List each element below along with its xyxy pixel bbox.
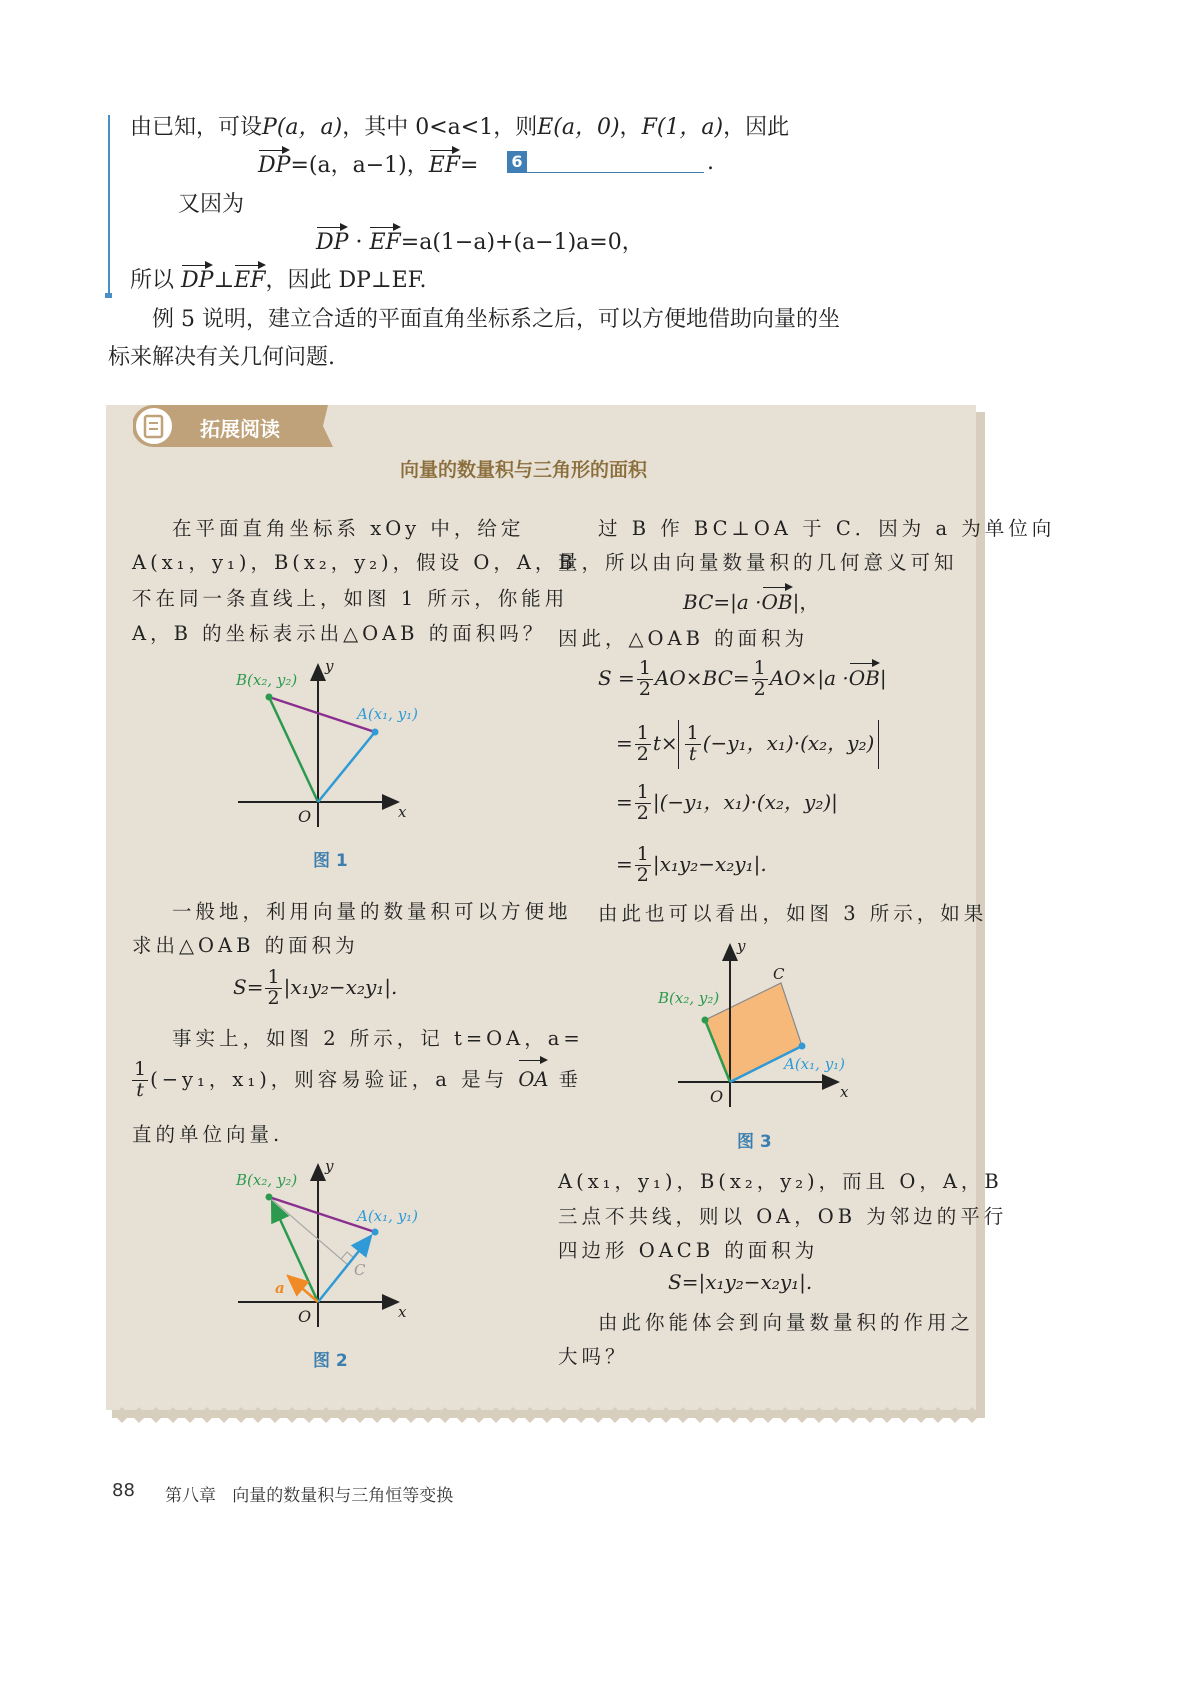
point-a xyxy=(372,729,379,736)
decorative-diamond xyxy=(505,1407,521,1423)
svg-text:x: x xyxy=(840,1083,849,1101)
decorative-diamond xyxy=(573,1407,589,1423)
decorative-diamond xyxy=(182,1407,198,1423)
svg-text:y: y xyxy=(737,937,746,955)
right-q1-2: 量，所以由向量数量积的几何意义可知 xyxy=(558,551,958,574)
decorative-diamond xyxy=(845,1407,861,1423)
decorative-diamond xyxy=(267,1407,283,1423)
left-p1-2: A(x₁，y₁)，B(x₂，y₂)，假设 O，A，B xyxy=(132,551,577,574)
right-q5-1: 由此你能体会到向量数量积的作用之 xyxy=(598,1311,975,1334)
svg-text:B(x₂, y₂): B(x₂, y₂) xyxy=(236,1171,298,1189)
svg-text:C: C xyxy=(773,965,785,983)
right-s-line-3: = $\frac{1}{2}$ |(−y₁，x₁)·(x₂，y₂)| xyxy=(616,781,838,824)
decorative-diamond xyxy=(760,1407,776,1423)
decorative-diamond xyxy=(250,1407,266,1423)
left-formula-s: S= $\frac{1}{2}$ |x₁y₂−x₂y₁|. xyxy=(233,966,398,1009)
segment-oa xyxy=(318,732,375,802)
decorative-diamond xyxy=(386,1407,402,1423)
left-p1-1: 在平面直角坐标系 xOy 中，给定 xyxy=(172,517,525,540)
svg-text:A(x₁, y₁): A(x₁, y₁) xyxy=(357,1207,419,1225)
figure-2 xyxy=(230,1155,430,1335)
margin-bar xyxy=(108,115,110,295)
left-p2-2: 求出△OAB 的面积为 xyxy=(132,934,359,957)
vector-ef: EF xyxy=(428,153,461,178)
right-q4-3: 四边形 OACB 的面积为 xyxy=(558,1239,819,1262)
left-p3-2: $\frac{1}{t}$ (−y₁，x₁)，则容易验证，a 是与 OA 垂 xyxy=(134,1058,583,1101)
left-p2-1: 一般地，利用向量的数量积可以方便地 xyxy=(172,900,572,923)
decorative-diamond xyxy=(777,1407,793,1423)
left-p1-3: 不在同一条直线上，如图 1 所示，你能用 xyxy=(132,587,569,610)
top-line-4: DP · EF=a(1−a)+(a−1)a=0， xyxy=(316,230,644,255)
chapter-title: 第八章 向量的数量积与三角恒等变换 xyxy=(165,1486,454,1506)
figure-2-caption: 图 2 xyxy=(313,1351,348,1371)
decorative-diamond xyxy=(131,1407,147,1423)
svg-text:O: O xyxy=(710,1087,724,1106)
right-q4-formula: S=|x₁y₂−x₂y₁|. xyxy=(668,1270,813,1294)
right-q4-2: 三点不共线，则以 OA，OB 为邻边的平行 xyxy=(558,1205,1008,1228)
label-b: B(x₂, y₂) xyxy=(236,671,298,689)
decorative-diamond xyxy=(216,1407,232,1423)
panel-title: 向量的数量积与三角形的面积 xyxy=(400,459,648,481)
decorative-diamond xyxy=(488,1407,504,1423)
top-line-1: 由已知，可设P(a，a)，其中 0<a<1，则E(a，0)，F(1，a)，因此 xyxy=(130,115,790,140)
decorative-diamond xyxy=(590,1407,606,1423)
figure-3 xyxy=(650,935,860,1115)
top-line-3: 又因为 xyxy=(178,192,245,217)
vector-a xyxy=(288,1276,318,1302)
svg-text:C: C xyxy=(354,1261,366,1279)
decorative-diamond xyxy=(896,1407,912,1423)
figure-3-caption: 图 3 xyxy=(737,1132,772,1152)
decorative-diamond xyxy=(233,1407,249,1423)
decorative-diamond xyxy=(352,1407,368,1423)
right-q4-1: A(x₁，y₁)，B(x₂，y₂)，而且 O，A，B xyxy=(558,1170,1003,1193)
right-bc-formula: BC=|a ·OB|， xyxy=(683,590,820,614)
decorative-diamond xyxy=(658,1407,674,1423)
decorative-diamond xyxy=(539,1407,555,1423)
decorative-diamond xyxy=(862,1407,878,1423)
decorative-diamond xyxy=(930,1407,946,1423)
page-number: 88 xyxy=(112,1480,135,1501)
left-p3-1: 事实上，如图 2 所示，记 t=OA，a= xyxy=(172,1027,584,1050)
decorative-diamond xyxy=(369,1407,385,1423)
blank-marker: 6 xyxy=(507,151,527,173)
decorative-diamond xyxy=(828,1407,844,1423)
svg-text:B(x₂, y₂): B(x₂, y₂) xyxy=(658,989,720,1007)
right-q1-1: 过 B 作 BC⊥OA 于 C．因为 a 为单位向 xyxy=(598,517,1056,540)
svg-text:y: y xyxy=(325,1157,334,1175)
blank-period: . xyxy=(707,150,714,175)
label-o: O xyxy=(298,807,312,826)
decorative-diamond xyxy=(879,1407,895,1423)
svg-text:A(x₁, y₁): A(x₁, y₁) xyxy=(784,1055,846,1073)
segment-ob xyxy=(269,697,318,802)
left-p3-3: 直的单位向量. xyxy=(132,1123,284,1146)
decorative-diamond xyxy=(913,1407,929,1423)
top-line-2: DP=(a，a−1)，EF= xyxy=(258,153,479,178)
decorative-diamond xyxy=(794,1407,810,1423)
decorative-diamond xyxy=(471,1407,487,1423)
decorative-diamond xyxy=(199,1407,215,1423)
right-q2: 因此，△OAB 的面积为 xyxy=(558,627,809,650)
left-p1-4: A，B 的坐标表示出△OAB 的面积吗？ xyxy=(132,622,547,645)
svg-text:x: x xyxy=(398,1303,407,1321)
margin-bar-cap xyxy=(105,293,112,298)
fill-blank-line[interactable] xyxy=(527,172,704,173)
decorative-diamond xyxy=(284,1407,300,1423)
paragraph-line-2: 标来解决有关几何问题. xyxy=(108,345,335,370)
segment-bc xyxy=(269,1197,348,1265)
decorative-diamond xyxy=(709,1407,725,1423)
right-q5-2: 大吗？ xyxy=(558,1345,629,1368)
decorative-diamond xyxy=(165,1407,181,1423)
label-a: A(x₁, y₁) xyxy=(357,705,419,723)
right-s-line-4: = $\frac{1}{2}$ |x₁y₂−x₂y₁|. xyxy=(616,843,767,886)
decorative-diamond xyxy=(403,1407,419,1423)
decorative-diamond xyxy=(743,1407,759,1423)
figure-1-caption: 图 1 xyxy=(313,851,348,871)
decorative-diamond xyxy=(420,1407,436,1423)
decorative-diamond xyxy=(607,1407,623,1423)
right-s-line-1: S = $\frac{1}{2}$ AO×BC= $\frac{1}{2}$ AO×|a ·OB| xyxy=(598,657,887,700)
decorative-diamond xyxy=(811,1407,827,1423)
svg-text:O: O xyxy=(298,1307,312,1326)
label-x: x xyxy=(398,803,407,821)
right-s-line-2: = $\frac{1}{2}$ t× $\frac{1}{t}$ (−y₁，x₁)·(x₂，y₂) xyxy=(616,720,879,769)
label-y: y xyxy=(325,657,334,675)
decorative-diamond xyxy=(692,1407,708,1423)
vector-dp: DP xyxy=(258,153,291,178)
right-q3: 由此也可以看出，如图 3 所示，如果 xyxy=(598,902,988,925)
point-b xyxy=(266,694,273,701)
decorative-diamond xyxy=(964,1407,980,1423)
badge-label: 拓展阅读 xyxy=(200,417,280,441)
decorative-diamond xyxy=(318,1407,334,1423)
decorative-diamond xyxy=(335,1407,351,1423)
decorative-diamond xyxy=(454,1407,470,1423)
panel-bottom-decoration xyxy=(106,1404,986,1426)
top-line-5: 所以 DP⊥EF，因此 DP⊥EF. xyxy=(130,268,427,293)
decorative-diamond xyxy=(301,1407,317,1423)
decorative-diamond xyxy=(641,1407,657,1423)
figure-1 xyxy=(230,655,430,835)
decorative-diamond xyxy=(726,1407,742,1423)
decorative-diamond xyxy=(148,1407,164,1423)
decorative-diamond xyxy=(437,1407,453,1423)
decorative-diamond xyxy=(675,1407,691,1423)
svg-text:a: a xyxy=(275,1279,285,1297)
decorative-diamond xyxy=(947,1407,963,1423)
decorative-diamond xyxy=(114,1407,130,1423)
decorative-diamond xyxy=(556,1407,572,1423)
paragraph-line-1: 例 5 说明，建立合适的平面直角坐标系之后，可以方便地借助向量的坐 xyxy=(152,307,840,332)
decorative-diamond xyxy=(522,1407,538,1423)
decorative-diamond xyxy=(624,1407,640,1423)
